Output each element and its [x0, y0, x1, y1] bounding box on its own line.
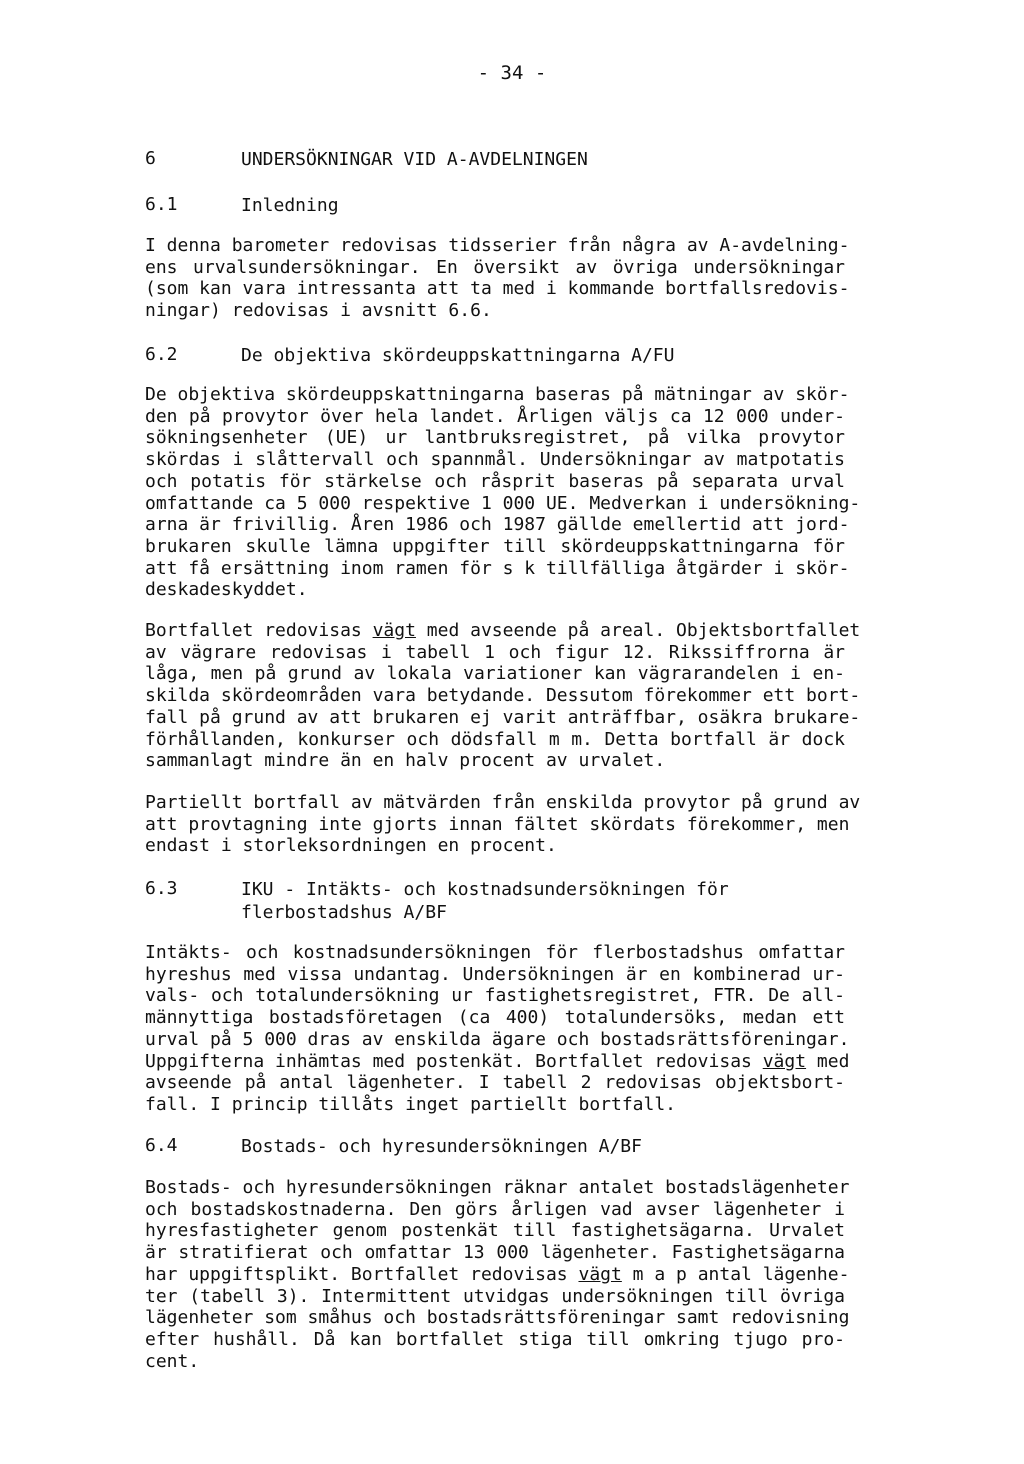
- paragraph-line: [145, 620, 861, 642]
- subsection-heading-6-2: [145, 344, 674, 367]
- paragraph-line: [145, 1263, 850, 1286]
- subsection-title: [241, 344, 674, 367]
- paragraph-line: brukaren skulle lämna uppgifter till skördeuppskattningarna för: [145, 535, 845, 557]
- paragraph-line: hyreshus med vissa undantag. Undersökningen är en kombinerad ur-: [145, 963, 845, 985]
- text-run: med: [806, 1050, 850, 1072]
- paragraph-line: hyresfastigheter genom postenkät till fastighetsägarna. Urvalet: [145, 1220, 845, 1242]
- paragraph-line: vals- och totalundersökning ur fastighetsregistret, FTR. De all-: [145, 985, 845, 1007]
- underlined-term: vägt: [578, 1263, 622, 1285]
- paragraph-line: [145, 1050, 850, 1073]
- paragraph-line: De objektiva skördeuppskattningarna baseras på mätningar av skör-: [145, 384, 850, 405]
- subsection-number: 6.2: [145, 344, 178, 365]
- subsection-title: [241, 194, 339, 217]
- subsection-title: [241, 1135, 642, 1158]
- paragraph-line: ningar) redovisas i avsnitt 6.6.: [145, 300, 492, 322]
- text-run: m a p antal lägenhe-: [621, 1263, 850, 1285]
- paragraph-line: att provtagning inte gjorts innan fältet skördats förekommer, men: [145, 813, 850, 835]
- subsection-number: 6.1: [145, 194, 178, 215]
- subsection-heading-6-3: [145, 878, 729, 924]
- subsection-title: [241, 878, 729, 924]
- subsection-heading-6-1: [145, 194, 339, 217]
- paragraph-line: sökningsenheter (UE) ur lantbruksregistret, på vilka provytor: [145, 427, 845, 449]
- section-title: UNDERSÖKNINGAR VID A-AVDELNINGEN: [241, 149, 588, 170]
- text-run: har uppgiftsplikt. Bortfallet redovisas: [145, 1263, 579, 1285]
- paragraph-line: att få ersättning inom ramen för s k tillfälliga åtgärder i skör-: [145, 557, 850, 579]
- paragraph-line: låga, men på grund av lokala variationer kan vägrarandelen i en-: [145, 663, 845, 685]
- subsection-title-line: De objektiva skördeuppskattningarna A/FU: [241, 345, 675, 366]
- subsection-title-line: Inledning: [241, 195, 339, 216]
- subsection-number: 6.3: [145, 878, 178, 899]
- text-run: Uppgifterna inhämtas med postenkät. Bortfallet redovisas: [145, 1050, 763, 1072]
- paragraph-line: den på provytor över hela landet. Årligen väljs ca 12 000 under-: [145, 405, 845, 427]
- paragraph-iku: [145, 942, 850, 1116]
- paragraph-line: cent.: [145, 1350, 200, 1372]
- subsection-title-line: flerbostadshus A/BF: [241, 902, 447, 923]
- subsection-number: 6.4: [145, 1135, 178, 1156]
- paragraph-line: arna är frivillig. Åren 1986 och 1987 gällde emellertid att jord-: [145, 514, 850, 536]
- paragraph-line: I denna barometer redovisas tidsserier från några av A-avdelning-: [145, 235, 850, 256]
- text-run: med avseende på areal. Objektsbortfallet: [415, 620, 861, 641]
- paragraph-line: och potatis för stärkelse och råsprit baseras på separata urval: [145, 470, 845, 492]
- subsection-title-line: IKU - Intäkts- och kostnadsundersökningen för: [241, 879, 729, 900]
- paragraph-line: ter (tabell 3). Intermittent utvidgas undersökningen till övriga: [145, 1285, 845, 1307]
- paragraph-line: fall på grund av att brukaren ej varit anträffbar, osäkra brukare-: [145, 706, 861, 728]
- paragraph-nonresponse-area: [145, 620, 861, 772]
- paragraph-line: avseende på antal lägenheter. I tabell 2 redovisas objektsbort-: [145, 1072, 845, 1094]
- paragraph-introduction: [145, 235, 850, 322]
- paragraph-line: deskadeskyddet.: [145, 579, 308, 601]
- paragraph-line: lägenheter som småhus och bostadsrättsföreningar samt redovisning: [145, 1307, 850, 1329]
- paragraph-partial-nonresponse: [145, 792, 861, 857]
- paragraph-line: efter hushåll. Då kan bortfallet stiga till omkring tjugo pro-: [145, 1328, 845, 1350]
- paragraph-line: skilda skördeområden vara betydande. Dessutom förekommer ett bort-: [145, 685, 861, 707]
- paragraph-line: av vägrare redovisas i tabell 1 och figur 12. Rikssiffrorna är: [145, 641, 845, 663]
- underlined-term: vägt: [762, 1050, 807, 1072]
- section-number: 6: [145, 148, 156, 169]
- paragraph-line: och bostadskostnaderna. Den görs årligen vad avser lägenheter i: [145, 1198, 845, 1220]
- section-heading-6: [145, 148, 588, 171]
- page-number: - 34 -: [477, 62, 547, 84]
- paragraph-line: endast i storleksordningen en procent.: [145, 835, 557, 857]
- paragraph-line: sammanlagt mindre än en halv procent av urvalet.: [145, 750, 666, 772]
- paragraph-line: Partiellt bortfall av mätvärden från enskilda provytor på grund av: [145, 792, 861, 813]
- paragraph-objective-yield: [145, 384, 861, 601]
- underlined-term: vägt: [372, 620, 416, 641]
- subsection-title-line: Bostads- och hyresundersökningen A/BF: [241, 1136, 642, 1157]
- subsection-heading-6-4: [145, 1135, 642, 1158]
- paragraph-line: förhållanden, konkurser och dödsfall m m. Detta bortfall är dock: [145, 728, 845, 750]
- paragraph-line: är stratifierat och omfattar 13 000 lägenheter. Fastighetsägarna: [145, 1242, 845, 1264]
- paragraph-line: fall. I princip tillåts inget partiellt bortfall.: [145, 1093, 677, 1115]
- paragraph-line: Bostads- och hyresundersökningen räknar antalet bostadslägenheter: [145, 1177, 850, 1198]
- text-run: Bortfallet redovisas: [145, 620, 373, 641]
- paragraph-line: Intäkts- och kostnadsundersökningen för flerbostadshus omfattar: [145, 942, 845, 963]
- paragraph-line: ens urvalsundersökningar. En översikt av övriga undersökningar: [145, 256, 845, 278]
- paragraph-line: skördas i slåttervall och spannmål. Undersökningar av matpotatis: [145, 449, 845, 471]
- paragraph-line: männyttiga bostadsföretagen (ca 400) totalundersöks, medan ett: [145, 1007, 845, 1029]
- paragraph-housing-rent: [145, 1177, 850, 1372]
- paragraph-line: (som kan vara intressanta att ta med i kommande bortfallsredovis-: [145, 278, 850, 300]
- paragraph-line: omfattande ca 5 000 respektive 1 000 UE. Medverkan i undersökning-: [145, 492, 861, 514]
- paragraph-line: urval på 5 000 dras av enskilda ägare och bostadsrättsföreningar.: [145, 1028, 850, 1050]
